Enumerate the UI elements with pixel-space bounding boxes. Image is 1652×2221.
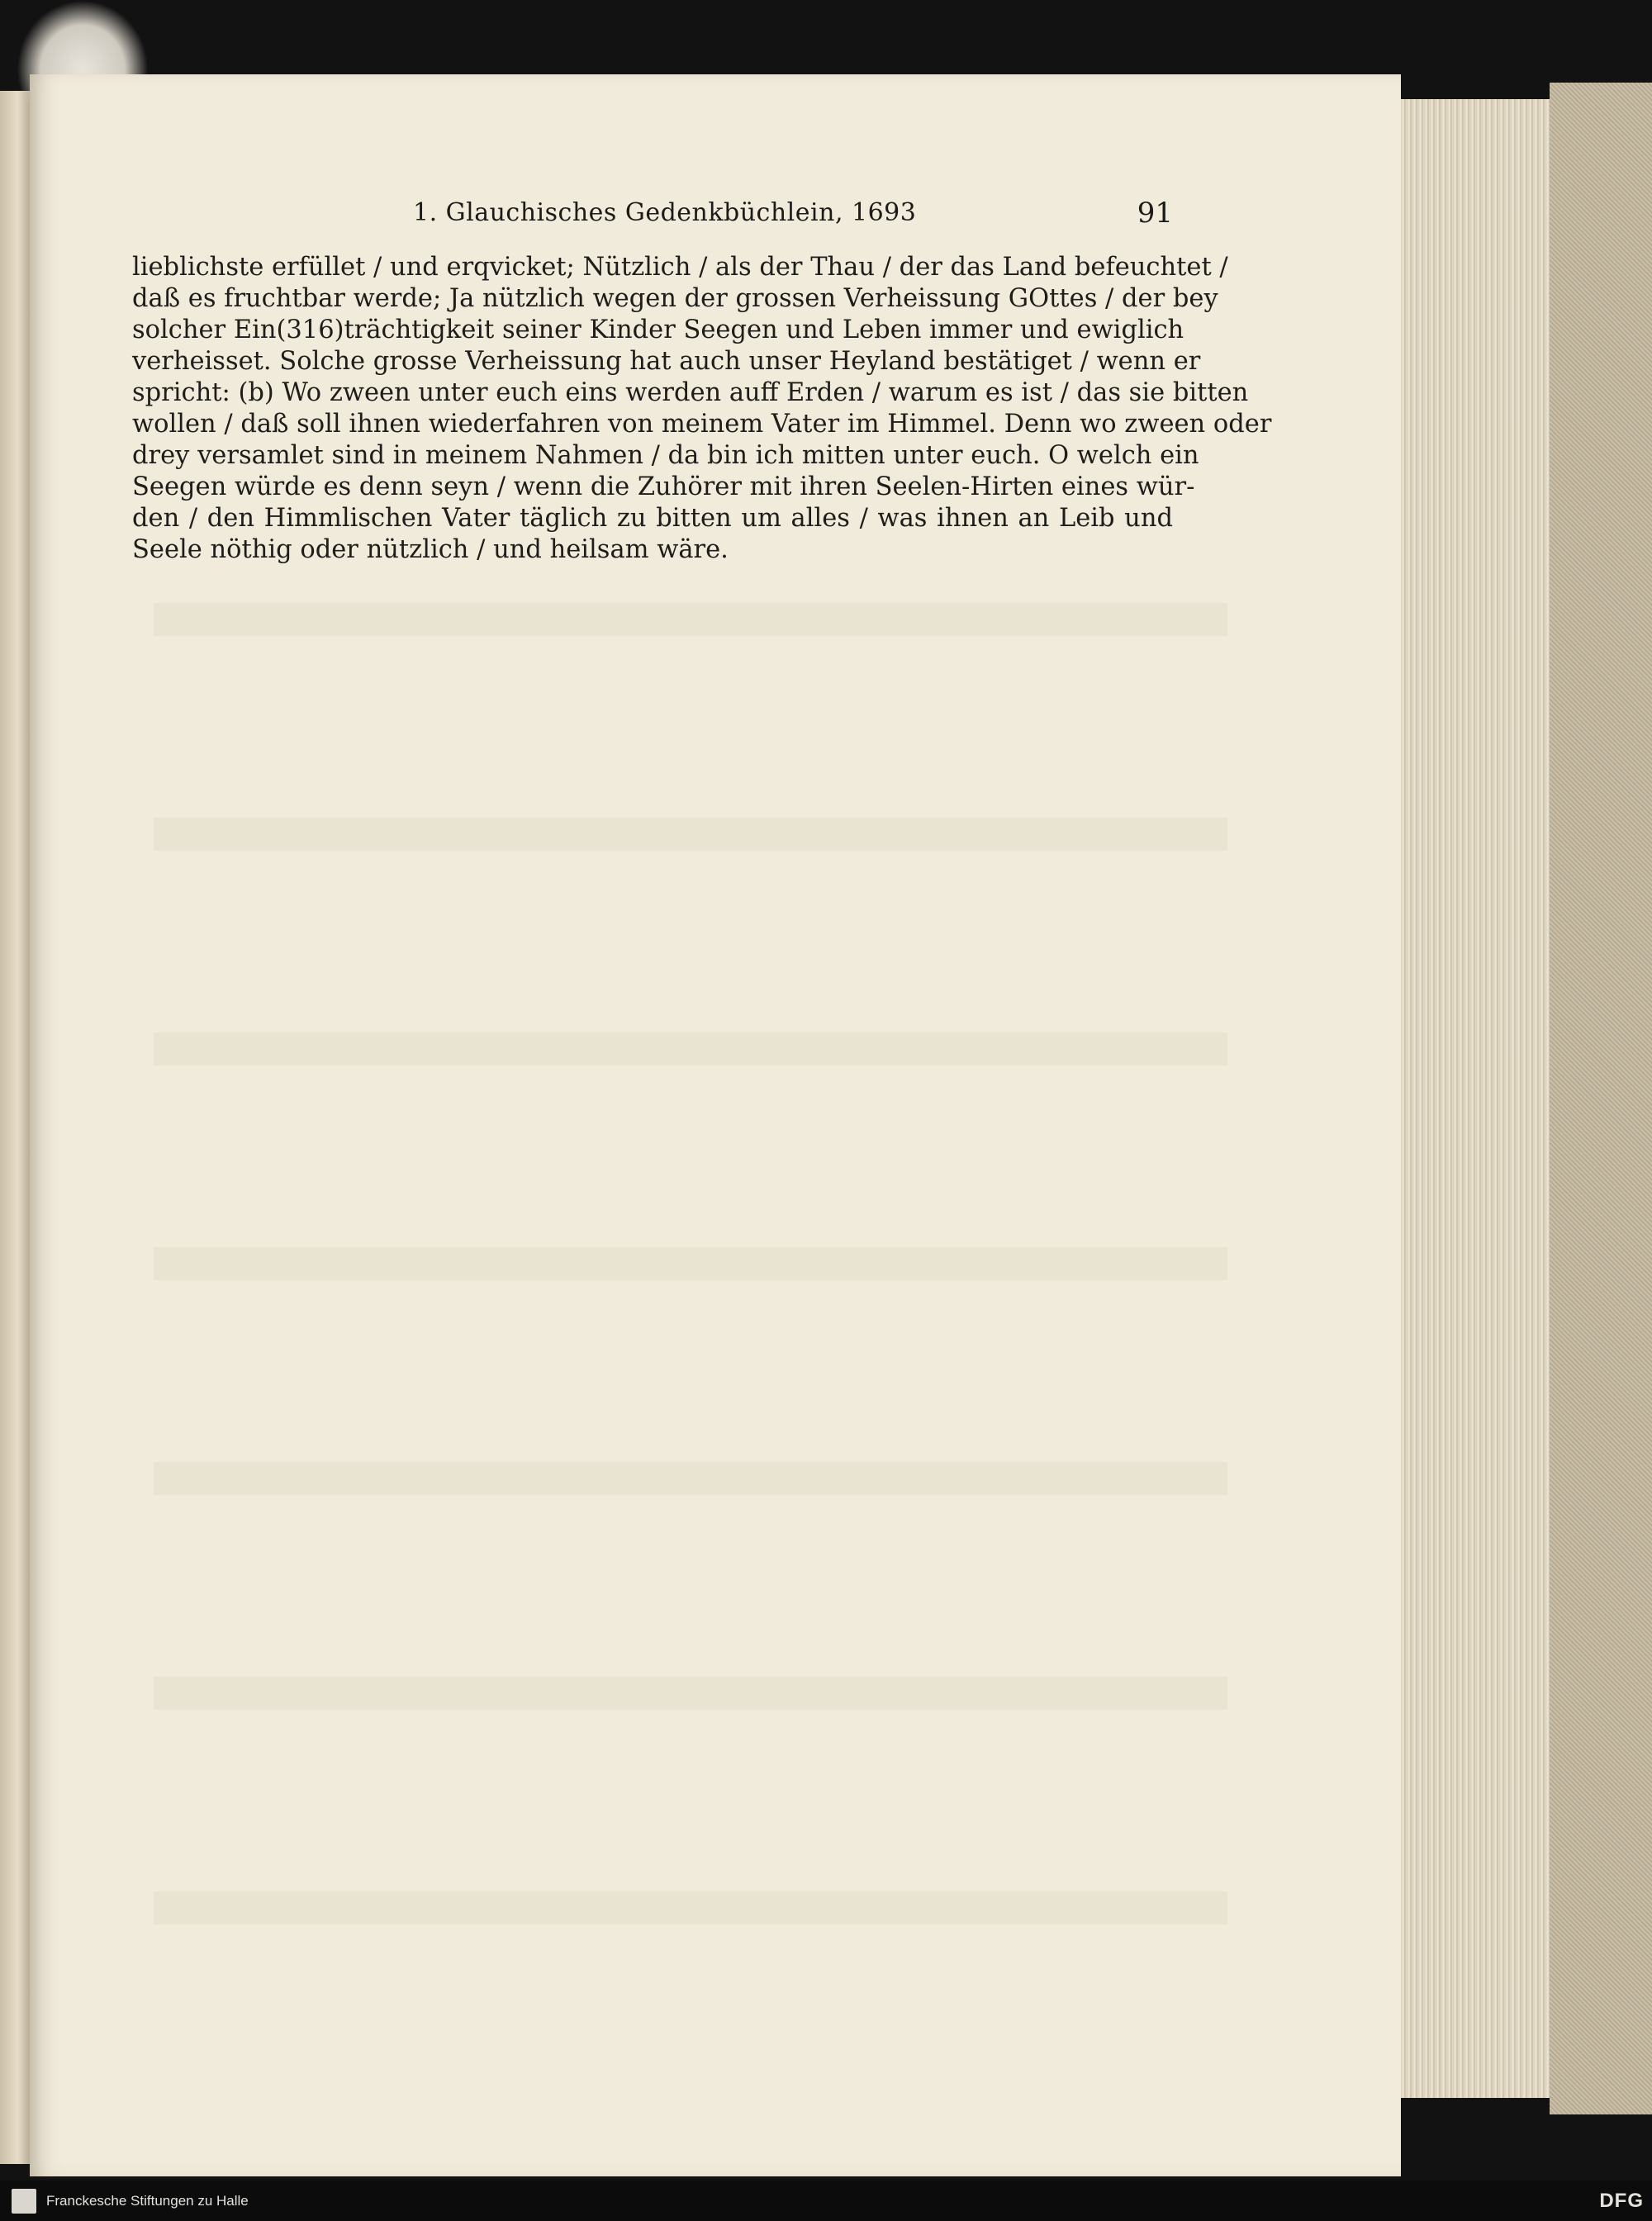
bleed-through xyxy=(154,1247,1227,1280)
body-line: Seegen würde es denn seyn / wenn die Zuhörer mit ihren Seelen-Hirten eines wür- xyxy=(132,472,1195,501)
institution-name: Franckesche Stiftungen zu Halle xyxy=(46,2193,249,2209)
bleed-through xyxy=(154,1462,1227,1495)
body-line: lieblichste erfüllet / und erqvicket; Nützlich / als der Thau / der das Land befeuchtet / xyxy=(132,253,1228,282)
left-page-edge xyxy=(0,91,30,2164)
body-line: drey versamlet sind in meinem Nahmen / da bin ich mitten unter euch. O welch ein xyxy=(132,441,1199,470)
body-line: spricht: (b) Wo zween unter euch eins werden auff Erden / warum es ist / das sie bitten xyxy=(132,378,1249,407)
body-line: verheisset. Solche grosse Verheissung hat auch unser Heyland bestätiget / wenn er xyxy=(132,347,1201,376)
body-line: solcher Ein(316)trächtigkeit seiner Kinder Seegen und Leben immer und ewiglich xyxy=(132,316,1184,344)
body-line: Seele nöthig oder nützlich / und heilsam wäre. xyxy=(132,535,729,564)
running-title: 1. Glauchisches Gedenkbüchlein, 1693 xyxy=(413,198,917,227)
bleed-through xyxy=(154,603,1227,636)
book-cover xyxy=(1550,83,1652,2114)
bleed-through xyxy=(154,1032,1227,1065)
body-line: wollen / daß soll ihnen wiederfahren von meinem Vater im Himmel. Denn wo zween oder xyxy=(132,410,1272,439)
institution-logo-icon xyxy=(12,2189,36,2214)
dfg-logo: DFG xyxy=(1599,2190,1644,2212)
bleed-through xyxy=(154,1677,1227,1710)
bleed-through xyxy=(154,1891,1227,1924)
page-edges xyxy=(1401,99,1550,2098)
bleed-through xyxy=(154,818,1227,851)
body-line: daß es fruchtbar werde; Ja nützlich wegen der grossen Verheissung GOttes / der bey xyxy=(132,284,1218,313)
body-line: den / den Himmlischen Vater täglich zu bitten um alles / was ihnen an Leib und xyxy=(132,504,1173,533)
page-number: 91 xyxy=(1137,197,1173,230)
